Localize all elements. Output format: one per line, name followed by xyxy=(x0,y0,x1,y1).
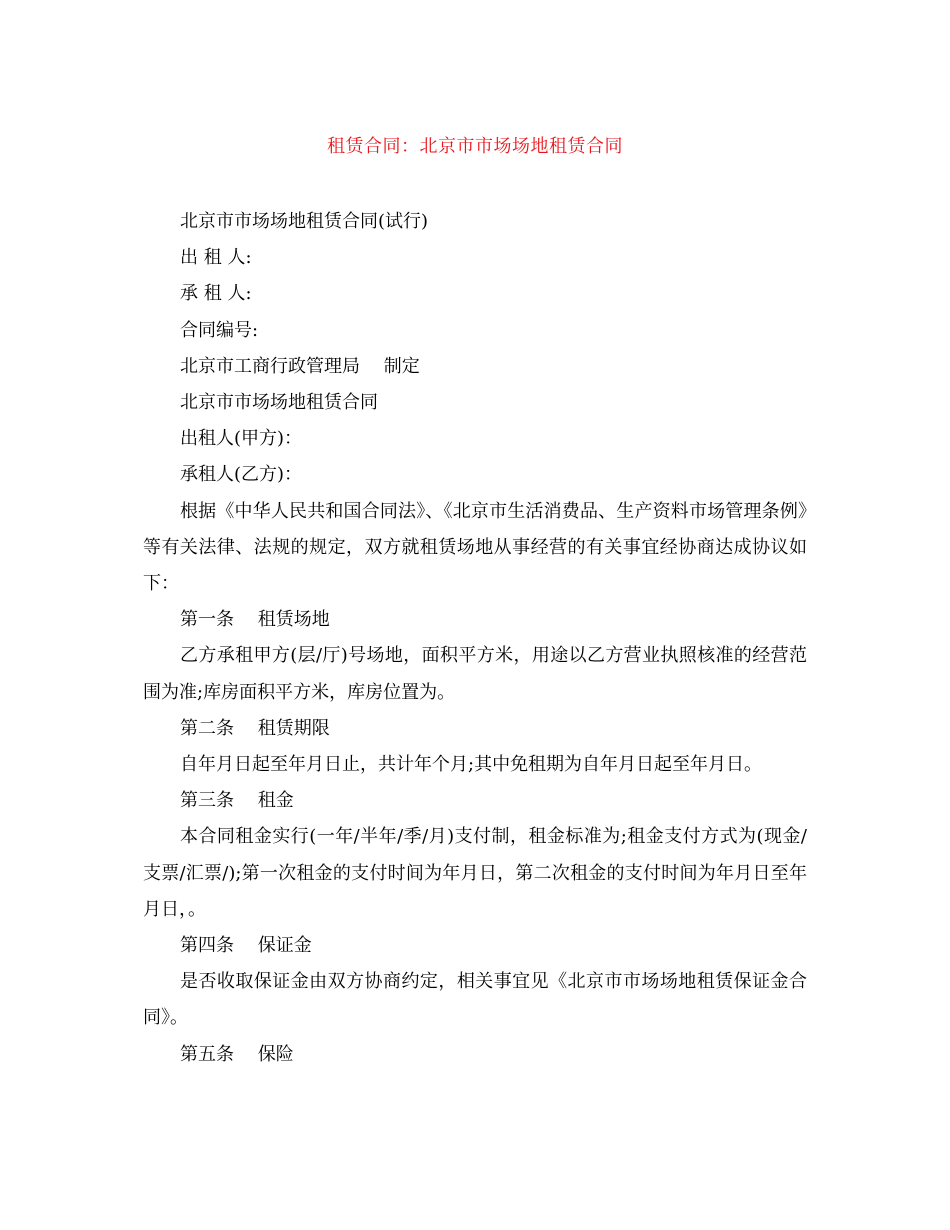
article-4-heading: 第四条 保证金 xyxy=(180,935,312,957)
article-5-heading: 第五条 保险 xyxy=(180,1043,294,1065)
document-title: 租赁合同：北京市市场场地租赁合同 xyxy=(327,136,623,157)
paragraph-party-a: 出租人(甲方)： xyxy=(180,428,303,450)
paragraph-contract-name: 北京市市场场地租赁合同 xyxy=(180,392,378,414)
paragraph-contract-number: 合同编号: xyxy=(180,319,259,341)
article-4-body: 是否收取保证金由双方协商约定，相关事宜见《北京市市场场地租赁保证金合同》。 xyxy=(143,971,807,1029)
article-3-heading: 第三条 租金 xyxy=(180,790,294,812)
article-1-heading: 第一条 租赁场地 xyxy=(180,609,330,631)
paragraph-lessor-label: 出 租 人: xyxy=(180,247,252,269)
paragraph-lessee-label: 承 租 人: xyxy=(180,283,252,305)
article-1-body: 乙方承租甲方(层/厅)号场地，面积平方米，用途以乙方营业执照核准的经营范围为准;库房面积平方米，库房位置为。 xyxy=(143,645,807,703)
document-body xyxy=(143,204,807,1073)
paragraph-issuer: 北京市工商行政管理局 制定 xyxy=(180,355,420,377)
paragraph-party-b: 承租人(乙方)： xyxy=(180,464,303,486)
article-2-heading: 第二条 租赁期限 xyxy=(180,717,330,739)
paragraph-preamble: 根据《中华人民共和国合同法》、《北京市生活消费品、生产资料市场管理条例》等有关法律、法规的规定，双方就租赁场地从事经营的有关事宜经协商达成协议如下： xyxy=(143,500,807,595)
article-2-body: 自年月日起至年月日止，共计年个月;其中免租期为自年月日起至年月日。 xyxy=(180,754,763,776)
article-3-body: 本合同租金实行(一年/半年/季/月)支付制，租金标准为;租金支付方式为(现金/支票/汇票/);第一次租金的支付时间为年月日，第二次租金的支付时间为年月日至年月日，。 xyxy=(143,826,807,920)
paragraph-contract-name-trial: 北京市市场场地租赁合同(试行) xyxy=(180,211,429,232)
